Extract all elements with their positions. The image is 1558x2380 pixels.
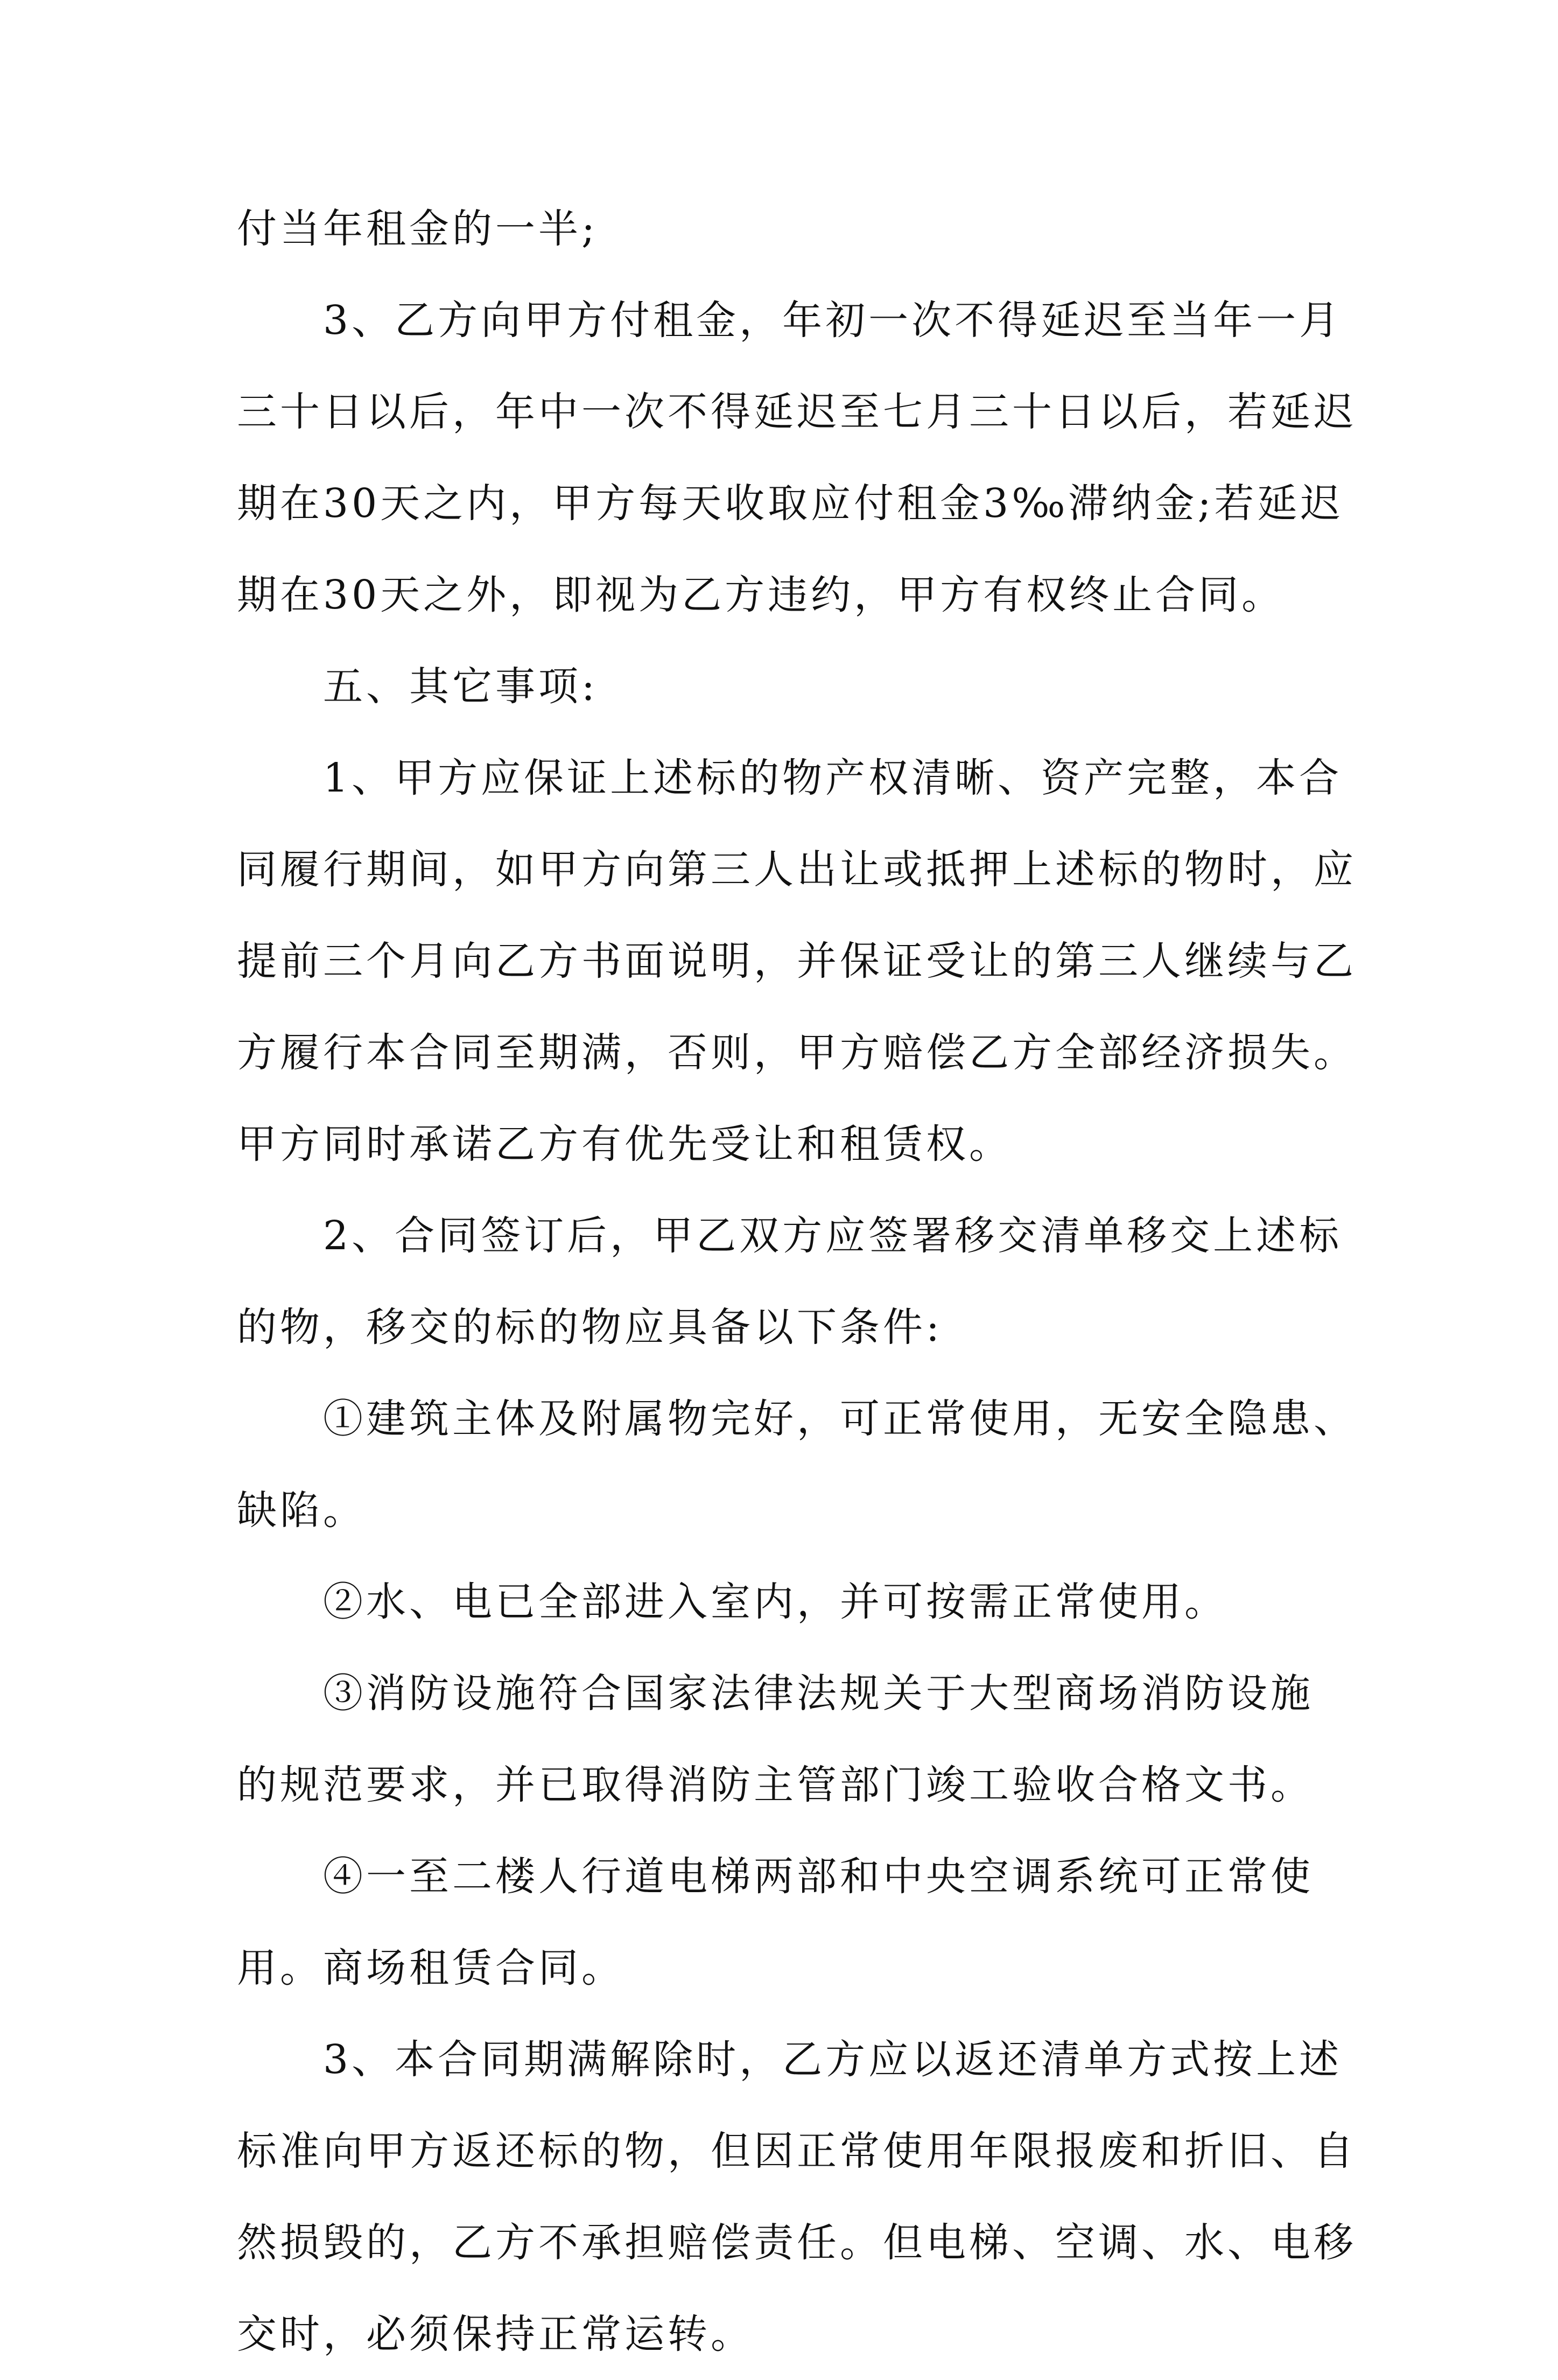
text-line: 2、合同签订后，甲乙双方应签署移交清单移交上述标 [323,1213,1343,1259]
text-line: 甲方同时承诺乙方有优先受让和租赁权。 [237,1121,1012,1167]
text-line: 的物，移交的标的物应具备以下条件: [237,1304,943,1350]
text-line: 3、乙方向甲方付租金，年初一次不得延迟至当年一月 [323,297,1343,344]
text-line: 然损毁的，乙方不承担赔偿责任。但电梯、空调、水、电移 [237,2220,1357,2266]
document-body [237,183,1357,2380]
text-line: ③消防设施符合国家法律法规关于大型商场消防设施 [323,1670,1314,1717]
text-line: 期在30天之外，即视为乙方违约，甲方有权终止合同。 [237,572,1285,618]
text-line: 1、甲方应保证上述标的物产权清晰、资产完整，本合 [323,755,1343,801]
text-line: 标准向甲方返还标的物，但因正常使用年限报废和折旧、自 [237,2128,1357,2174]
text-line: 3、本合同期满解除时，乙方应以返还清单方式按上述 [323,2036,1343,2083]
text-line: 同履行期间，如甲方向第三人出让或抵押上述标的物时，应 [237,846,1357,893]
text-line: 提前三个月向乙方书面说明，并保证受让的第三人继续与乙 [237,938,1357,984]
text-line: 用。商场租赁合同。 [237,1945,624,1991]
text-line: 三十日以后，年中一次不得延迟至七月三十日以后，若延迟 [237,389,1357,435]
text-line: 的规范要求，并已取得消防主管部门竣工验收合格文书。 [237,1762,1314,1808]
text-line: 付当年租金的一半; [237,206,598,252]
text-line: 方履行本合同至期满，否则，甲方赔偿乙方全部经济损失。 [237,1030,1357,1076]
text-line: 交时，必须保持正常运转。 [237,2311,754,2357]
text-line: 缺陷。 [237,1487,366,1534]
text-line: 期在30天之内，甲方每天收取应付租金3‰滞纳金;若延迟 [237,480,1344,527]
text-line: ①建筑主体及附属物完好，可正常使用，无安全隐患、 [323,1396,1357,1442]
text-line: ②水、电已全部进入室内，并可按需正常使用。 [323,1579,1227,1625]
section-heading: 五、其它事项: [323,663,598,710]
text-line: ④一至二楼人行道电梯两部和中央空调系统可正常使 [323,1853,1314,1900]
